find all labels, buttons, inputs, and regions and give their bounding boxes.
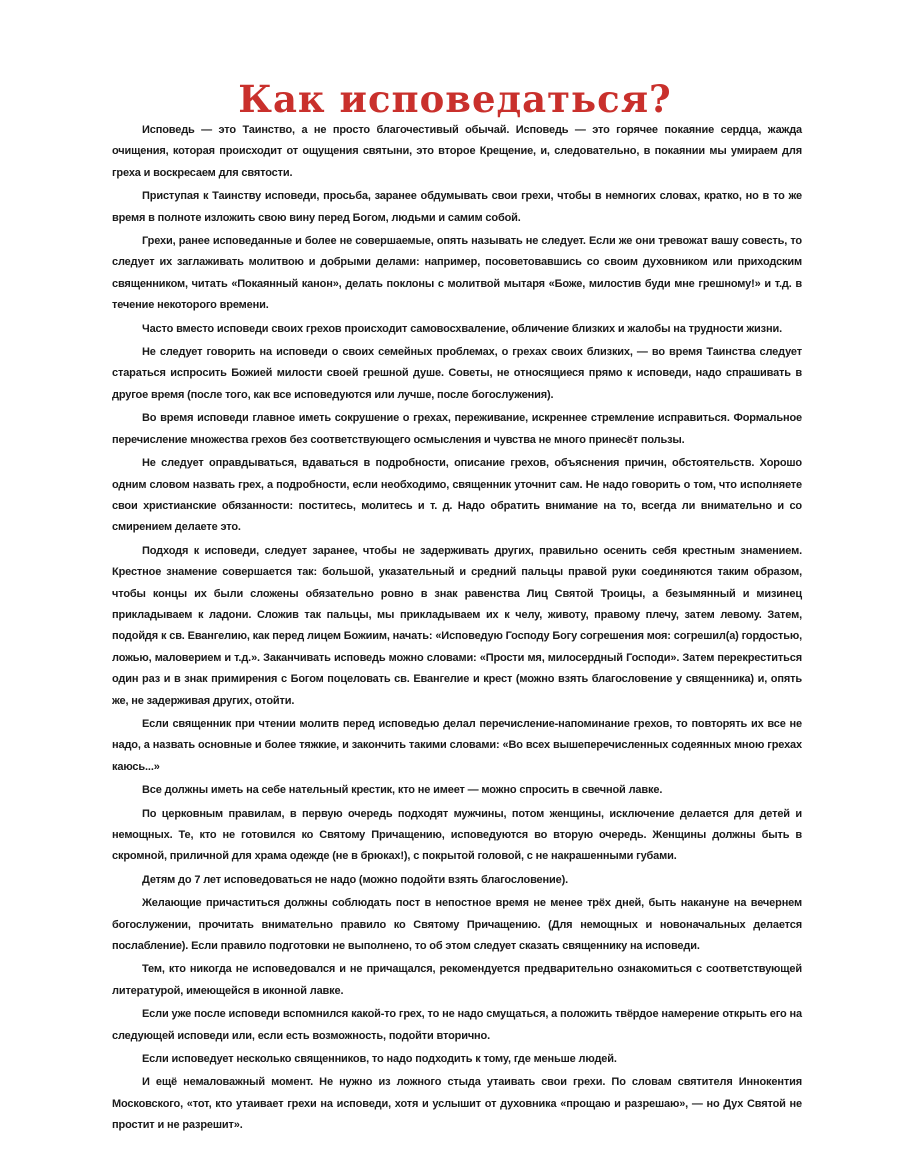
paragraph: И ещё немаловажный момент. Не нужно из ложного стыда утаивать свои грехи. По словам святителя Иннокентия Московского, «тот, кто утаивает грехи на исповеди, хотя и услышит от духовника «прощаю и разрешаю», — но Дух Святой не простит и не разрешит».: [112, 1076, 802, 1132]
paragraph: Детям до 7 лет исповедоваться не надо (можно подойти взять благословение).: [142, 873, 569, 886]
paragraph: Не следует оправдываться, вдаваться в подробности, описание грехов, объяснения причин, обстоятельств. Хорошо одним словом назвать грех, а подробности, если необходимо, священник уточнит сам. Не надо говорить о том, что исполняете свои христианские обязанности: поститесь, молитесь и т. д. Надо обратить внимание на то, всегда ли внимательно и со смирением делаете это.: [112, 457, 802, 534]
paragraph: Тем, кто никогда не исповедовался и не причащался, рекомендуется предварительно ознакомиться с соответствующей литературой, имеющейся в иконной лавке.: [112, 963, 802, 997]
paragraph: Подходя к исповеди, следует заранее, чтобы не задерживать других, правильно осенить себя крестным знамением. Крестное знамение совершается так: большой, указательный и средний пальцы правой руки соединяются таким образом, чтобы концы их были сложены обязательно ровно в знак равенства Лиц Святой Троицы, а безымянный и мизинец прикладываем к ладони. Сложив так пальцы, мы прикладываем их к челу, животу, правому плечу, затем левому. Затем, подойдя к св. Евангелию, как перед лицем Божиим, начать: «Исповедую Господу Богу согрешения моя: согрешил(а) гордостью, ложью, маловерием и т.д.». Заканчивать исповедь можно словами: «Прости мя, милосердный Господи». Затем перекреститься один раз и в знак примирения с Богом поцеловать св. Евангелие и крест (можно взять благословение у священника) и, опять же, не задерживая других, отойти.: [112, 544, 802, 707]
paragraph: Грехи, ранее исповеданные и более не совершаемые, опять называть не следует. Если же они тревожат вашу совесть, то следует их заглаживать молитвою и добрыми делами: например, посоветовавшись со своим духовником или приходским священником, читать «Покаянный канон», делать поклоны с молитвой мытаря «Боже, милостив буди мне грешному!» и т.д. в течение некоторого времени.: [112, 235, 802, 312]
paragraph: Все должны иметь на себе нательный крестик, кто не имеет — можно спросить в свечной лавке.: [142, 784, 663, 797]
page-title: Как исповедаться?: [238, 76, 672, 121]
document-body: [112, 120, 802, 1139]
paragraph: Часто вместо исповеди своих грехов происходит самовосхваление, обличение близких и жалобы на трудности жизни.: [142, 322, 783, 335]
paragraph: Если священник при чтении молитв перед исповедью делал перечисление-напоминание грехов, то повторять их все не надо, а назвать основные и более тяжкие, и закончить такими словами: «Во всех вышеперечисленных содеянных мною грехах каюсь...»: [112, 717, 802, 773]
paragraph: Во время исповеди главное иметь сокрушение о грехах, переживание, искреннее стремление исправиться. Формальное перечисление множества грехов без соответствующего осмысления и чувства не много принесёт пользы.: [112, 412, 802, 446]
paragraph: Не следует говорить на исповеди о своих семейных проблемах, о грехах своих близких, — во время Таинства следует стараться испросить Божией милости своей грешной душе. Советы, не относящиеся прямо к исповеди, надо спрашивать в другое время (после того, как все исповедуются или лучше, после богослужения).: [112, 346, 802, 401]
paragraph: Желающие причаститься должны соблюдать пост в непостное время не менее трёх дней, быть накануне на вечернем богослужении, прочитать внимательно правило ко Святому Причащению. (Для немощных и новоначальных делается послабление). Если правило подготовки не выполнено, то об этом следует сказать священнику на исповеди.: [112, 897, 802, 953]
paragraph: По церковным правилам, в первую очередь подходят мужчины, потом женщины, исключение делается для детей и немощных. Те, кто не готовился ко Святому Причащению, исповедуются во вторую очередь. Женщины должны быть в скромной, приличной для храма одежде (не в брюках!), с покрытой головой, с не накрашенными губами.: [112, 807, 802, 863]
paragraph: Если уже после исповеди вспомнился какой-то грех, то не надо смущаться, а положить твёрдое намерение открыть его на следующей исповеди или, если есть возможность, подойти вторично.: [112, 1008, 802, 1042]
paragraph: Если исповедует несколько священников, то надо подходить к тому, где меньше людей.: [142, 1053, 617, 1066]
paragraph: Приступая к Таинству исповеди, просьба, заранее обдумывать свои грехи, чтобы в немногих словах, кратко, но в то же время в полноте изложить свою вину перед Богом, людьми и самим собой.: [112, 190, 802, 224]
paragraph: Исповедь — это Таинство, а не просто благочестивый обычай. Исповедь — это горячее покаяние сердца, жажда очищения, которая происходит от ощущения святыни, это второе Крещение, и, следовательно, в покаянии мы умираем для греха и воскресаем для святости.: [112, 124, 802, 179]
